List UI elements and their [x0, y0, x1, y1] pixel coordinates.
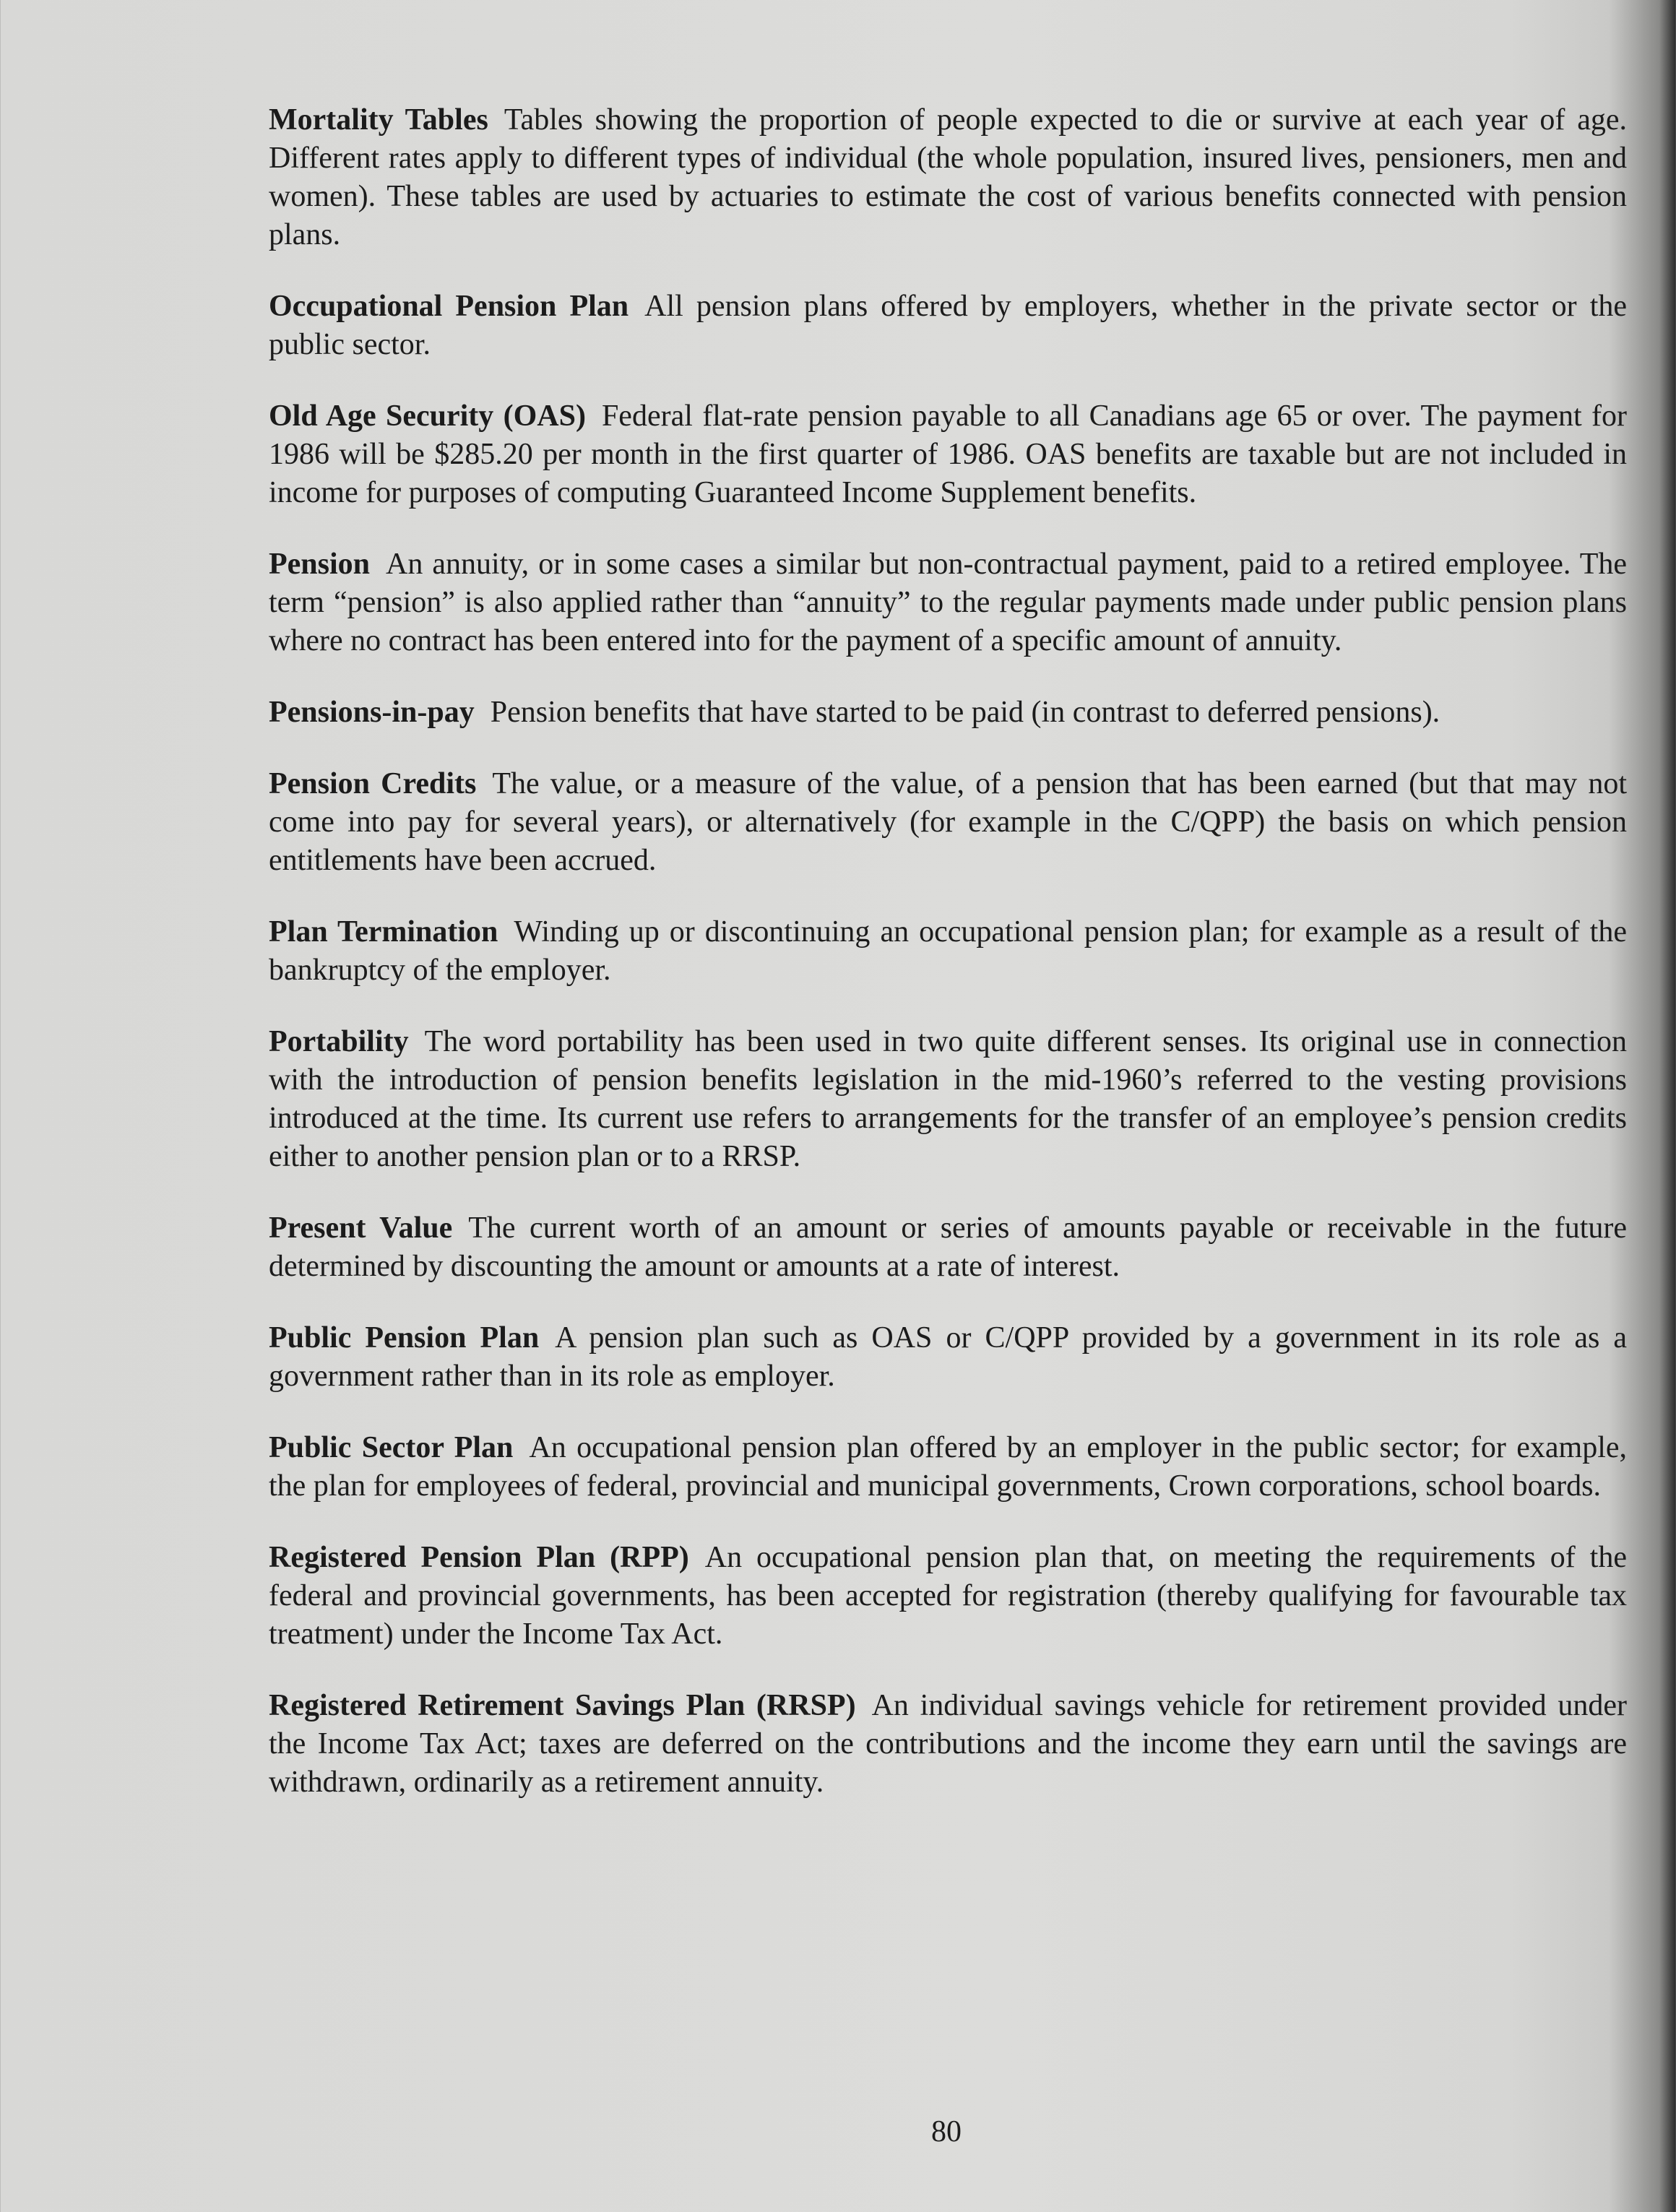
glossary-entry-registered-pension-plan — [269, 1539, 1627, 1654]
glossary-entry-mortality-tables — [269, 101, 1627, 254]
glossary-definition: The word portability has been used in two quite different senses. Its original use in connection with the introduction of pension benefits legislation in the mid-1960’s referred to the vesting provisions introduced at the time. Its current use refers to arrangements for the transfer of an employee’s pension credits either to another pension plan or to a RRSP. — [269, 1025, 1627, 1173]
glossary-term: Pension Credits — [269, 767, 477, 800]
glossary-definition: An individual savings vehicle for retirement provided under the Income Tax Act; taxes are deferred on the contributions and the income they earn until the savings are withdrawn, ordinarily as a retirement annuity. — [269, 1689, 1628, 1799]
glossary-term: Old Age Security (OAS) — [269, 399, 586, 433]
glossary-definition: Winding up or discontinuing an occupational pension plan; for example as a result of the bankruptcy of the employer. — [269, 915, 1627, 987]
glossary-entry-plan-termination — [269, 913, 1627, 990]
glossary-page — [269, 101, 1627, 1835]
page-number: 80 — [931, 2115, 962, 2148]
glossary-definition: Tables showing the proportion of people expected to die or survive at each year of age. Different rates apply to different types of individual (the whole population, insured lives, pensioners, men and women). These tables are used by actuaries to estimate the cost of various benefits connected with pension plans. — [269, 103, 1627, 251]
glossary-entry-pension — [269, 545, 1627, 660]
glossary-definition: A pension plan such as OAS or C/QPP provided by a government in its role as a government rather than in its role as employer. — [269, 1321, 1627, 1393]
glossary-term: Public Sector Plan — [269, 1431, 514, 1464]
glossary-definition: An occupational pension plan that, on meeting the requirements of the federal and provincial governments, has been accepted for registration (thereby qualifying for favourable tax treatment) under the Income Tax Act. — [269, 1541, 1627, 1651]
glossary-term: Pension — [269, 548, 371, 581]
glossary-definition: Pension benefits that have started to be paid (in contrast to deferred pensions). — [490, 696, 1440, 729]
glossary-entry-pension-credits — [269, 765, 1627, 880]
glossary-term: Occupational Pension Plan — [269, 290, 629, 323]
glossary-definition: An annuity, or in some cases a similar but non-contractual payment, paid to a retired employee. The term “pension” is also applied rather than “annuity” to the regular payments made under public pension plans where no contract has been entered into for the payment of a specific amount of annuity. — [269, 548, 1627, 657]
glossary-entry-pensions-in-pay — [269, 694, 1627, 732]
glossary-term: Pensions-in-pay — [269, 696, 475, 729]
glossary-term: Mortality Tables — [269, 103, 488, 137]
glossary-entry-public-pension-plan — [269, 1319, 1627, 1396]
glossary-term: Present Value — [269, 1211, 453, 1245]
glossary-term: Portability — [269, 1025, 409, 1058]
glossary-term: Registered Retirement Savings Plan (RRSP) — [269, 1689, 856, 1722]
glossary-definition: The value, or a measure of the value, of a pension that has been earned (but that may not come into pay for several years), or alternatively (for example in the C/QPP) the basis on which pension entitlements have been accrued. — [269, 767, 1627, 877]
glossary-term: Plan Termination — [269, 915, 498, 949]
glossary-entry-portability — [269, 1023, 1627, 1176]
glossary-term: Registered Pension Plan (RPP) — [269, 1541, 689, 1574]
glossary-entry-occupational-pension-plan — [269, 288, 1627, 364]
glossary-entry-registered-retirement-savings-plan — [269, 1687, 1627, 1802]
glossary-entry-old-age-security — [269, 397, 1627, 512]
glossary-term: Public Pension Plan — [269, 1321, 540, 1355]
glossary-entry-public-sector-plan — [269, 1429, 1627, 1505]
glossary-entry-present-value — [269, 1209, 1627, 1286]
glossary-definition: The current worth of an amount or series of amounts payable or receivable in the future determined by discounting the amount or amounts at a rate of interest. — [269, 1211, 1627, 1283]
glossary-definition: All pension plans offered by employers, whether in the private sector or the public sector. — [269, 290, 1628, 361]
glossary-definition: Federal flat-rate pension payable to all Canadians age 65 or over. The payment for 1986 will be $285.20 per month in the first quarter of 1986. OAS benefits are taxable but are not included in income for purposes of computing Guaranteed Income Supplement benefits. — [269, 399, 1628, 509]
glossary-definition: An occupational pension plan offered by an employer in the public sector; for example, the plan for employees of federal, provincial and municipal governments, Crown corporations, school boards. — [269, 1431, 1628, 1503]
